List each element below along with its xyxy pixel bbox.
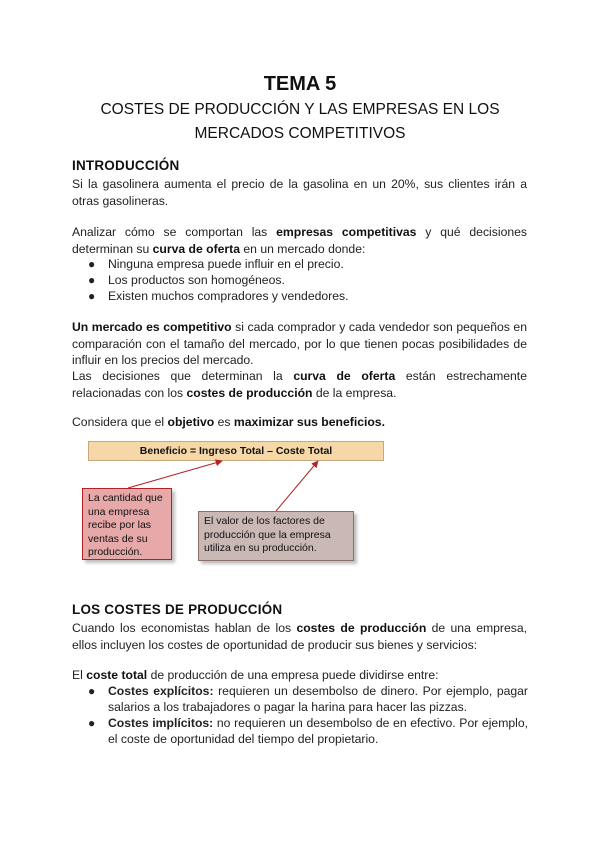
bold-run: costes de producción [186,385,313,400]
list-item-text: Los productos son homogéneos. [108,273,285,287]
bold-run: coste total [86,668,148,682]
text-run: El [72,668,87,682]
intro-bullet-list [88,256,528,304]
bold-run: maximizar sus beneficios. [233,415,385,429]
text-run: Analizar cómo se comportan las [72,225,277,239]
intro-paragraph-4 [72,368,527,401]
text-run: Las decisiones que determinan la [72,369,294,383]
costs-bullet-list [88,683,528,747]
list-item [88,256,528,272]
list-item [88,683,528,715]
text-run: y qué decisiones determinan su [72,225,527,256]
bullet-icon: ● [88,289,96,303]
arrow-to-ingreso [128,461,222,488]
bullet-icon: ● [88,257,96,271]
intro-paragraph-2 [72,224,527,257]
bold-run: objetivo [167,415,215,429]
item-text: no requieren un desembolso de en efectivo. Por ejemplo, el coste de oportunidad del tiempo del propietario. [108,716,528,746]
subtitle-line-2: MERCADOS COMPETITIVOS [194,125,406,142]
text-run: Cuando los economistas hablan de los [72,621,297,635]
ingreso-note: La cantidad que una empresa recibe por las ventas de su producción. [82,488,172,560]
list-item [88,715,528,747]
intro-paragraph-5 [72,414,527,431]
costs-paragraph-1 [72,620,527,653]
item-label: Costes explícitos: [108,684,214,698]
list-item-text: Ninguna empresa puede influir en el precio. [108,257,344,271]
bold-run: empresas competitivas [276,225,417,239]
coste-note: El valor de los factores de producción que la empresa utiliza en su producción. [198,511,354,561]
page-title: TEMA 5 [263,73,337,95]
intro-paragraph-3 [72,319,527,369]
list-item [88,288,528,304]
costs-heading: LOS COSTES DE PRODUCCIÓN [72,602,283,617]
item-label: Costes implícitos: [108,716,214,730]
bullet-icon: ● [88,273,96,287]
intro-heading: INTRODUCCIÓN [72,158,180,173]
bold-run: curva de oferta [293,369,396,383]
costs-paragraph-2 [72,667,527,684]
text-run: de producción de una empresa puede dividirse entre: [147,668,439,682]
text-run: están estrechamente relacionadas con los [72,369,527,400]
profit-formula-bar: Beneficio = Ingreso Total – Coste Total [88,441,384,461]
bold-run: curva de oferta [152,241,241,256]
text-run: en un mercado donde: [240,241,366,256]
page-subtitle [60,98,540,146]
bold-run: Un mercado es competitivo [72,320,232,334]
text-run: de la empresa. [312,385,397,400]
intro-paragraph-1: Si la gasolinera aumenta el precio de la gasolina en un 20%, sus clientes irán a otras gasolineras. [72,177,527,208]
list-item-text: Existen muchos compradores y vendedores. [108,289,349,303]
subtitle-line-1: COSTES DE PRODUCCIÓN Y LAS EMPRESAS EN LOS [100,101,500,118]
arrow-to-coste [276,461,318,511]
text-run: Considera que el [72,415,168,429]
text-run: si cada comprador y cada vendedor son pequeños en comparación con el tamaño del mercado, por lo que tienen pocas posibilidades de influir en los precios del mercado. [72,320,527,367]
bullet-icon: ● [88,716,96,730]
bold-run: costes de producción [296,621,427,635]
item-text: requieren un desembolso de dinero. Por ejemplo, pagar salarios a los trabajadores o pagar la harina para hacer las pizzas. [108,684,528,714]
list-item [88,272,528,288]
bullet-icon: ● [88,684,96,698]
text-run: es [214,415,234,429]
text-run: de una empresa, ellos incluyen los costes de oportunidad de producir sus bienes y servicios: [72,621,527,652]
